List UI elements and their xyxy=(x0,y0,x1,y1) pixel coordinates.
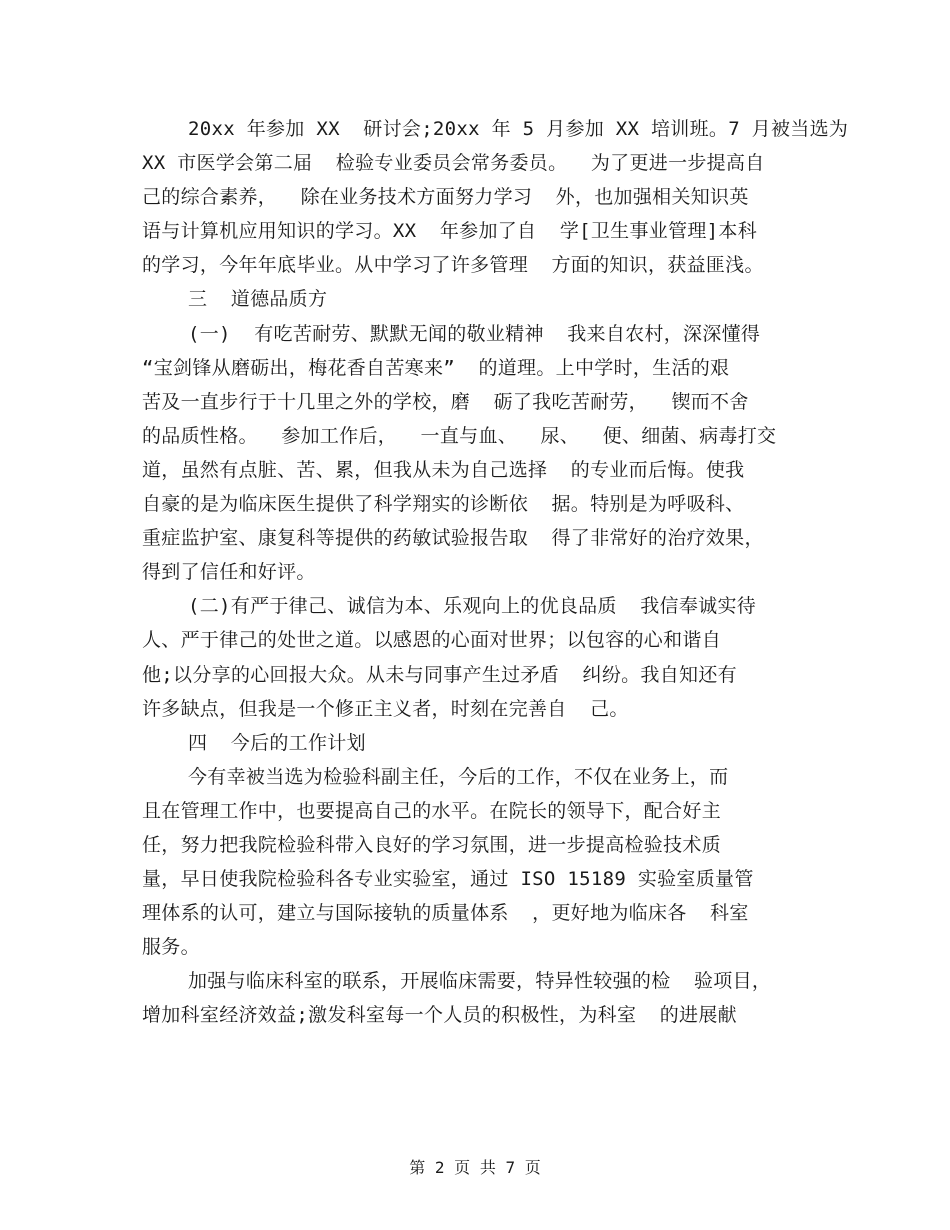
text-line: 20xx 年参加 XX 研讨会;20xx 年 5 月参加 XX 培训班。7 月被当选为 xyxy=(188,118,849,140)
text-line: 他;以分享的心回报大众。从未与同事产生过矛盾 纠纷。我自知还有 xyxy=(142,663,737,686)
text-line: “宝剑锋从磨砺出，梅花香自苦寒来” 的道理。上中学时，生活的艰 xyxy=(142,356,730,379)
text-line: 加强与临床科室的联系，开展临床需要，特异性较强的检 验项目， xyxy=(188,970,772,993)
text-line: 的品质性格。 参加工作后， 一直与血、 尿、 便、细菌、病毒打交 xyxy=(142,424,777,447)
text-line: 今有幸被当选为检验科副主任，今后的工作，不仅在业务上，而 xyxy=(188,765,729,788)
text-line: 自豪的是为临床医生提供了科学翔实的诊断依 据。特别是为呼吸科、 xyxy=(142,493,745,516)
text-line: 增加科室经济效益;激发科室每一个人员的积极性，为科室 的进展献 xyxy=(142,1004,737,1027)
text-line: 且在管理工作中，也要提高自己的水平。在院长的领导下，配合好主 xyxy=(142,799,722,822)
section-heading: 四 今后的工作计划 xyxy=(188,731,366,754)
text-line: 任，努力把我院检验科带入良好的学习氛围，进一步提高检验技术质 xyxy=(142,833,722,856)
text-line: 得到了信任和好评。 xyxy=(142,561,316,584)
text-line: 人、严于律己的处世之道。以感恩的心面对世界；以包容的心和谐自 xyxy=(142,629,722,652)
text-line: (二)有严于律己、诚信为本、乐观向上的优良品质 我信奉诚实待 xyxy=(188,595,757,618)
section-heading: 三 道德品质方 xyxy=(188,288,328,311)
text-line: 己的综合素养， 除在业务技术方面努力学习 外，也加强相关知识英 xyxy=(142,186,749,209)
text-line: 道，虽然有点脏、苦、累，但我从未为自己选择 的专业而后悔。使我 xyxy=(142,458,745,481)
text-line: 理体系的认可，建立与国际接轨的质量体系 ，更好地为临床各 科室 xyxy=(142,902,749,925)
document-body xyxy=(142,112,849,1033)
text-line: (一) 有吃苦耐劳、默默无闻的敬业精神 我来自农村，深深懂得 xyxy=(188,322,761,345)
page-footer: 第 2 页 共 7 页 xyxy=(409,1158,541,1177)
text-line: 苦及一直步行于十几里之外的学校，磨 砺了我吃苦耐劳， 锲而不舍 xyxy=(142,390,749,413)
text-line: XX 市医学会第二届 检验专业委员会常务委员。 为了更进一步提高自 xyxy=(142,152,765,175)
text-line: 重症监护室、康复科等提供的药敏试验报告取 得了非常好的治疗效果， xyxy=(142,527,764,550)
text-line: 的学习，今年年底毕业。从中学习了许多管理 方面的知识，获益匪浅。 xyxy=(142,254,764,277)
text-line: 许多缺点，但我是一个修正主义者，时刻在完善自 己。 xyxy=(142,697,629,720)
text-line: 语与计算机应用知识的学习。XX 年参加了自 学[卫生事业管理]本科 xyxy=(142,220,758,243)
text-line: 量，早日使我院检验科各专业实验室，通过 ISO 15189 实验室质量管 xyxy=(142,868,754,891)
text-line: 服务。 xyxy=(142,936,200,959)
